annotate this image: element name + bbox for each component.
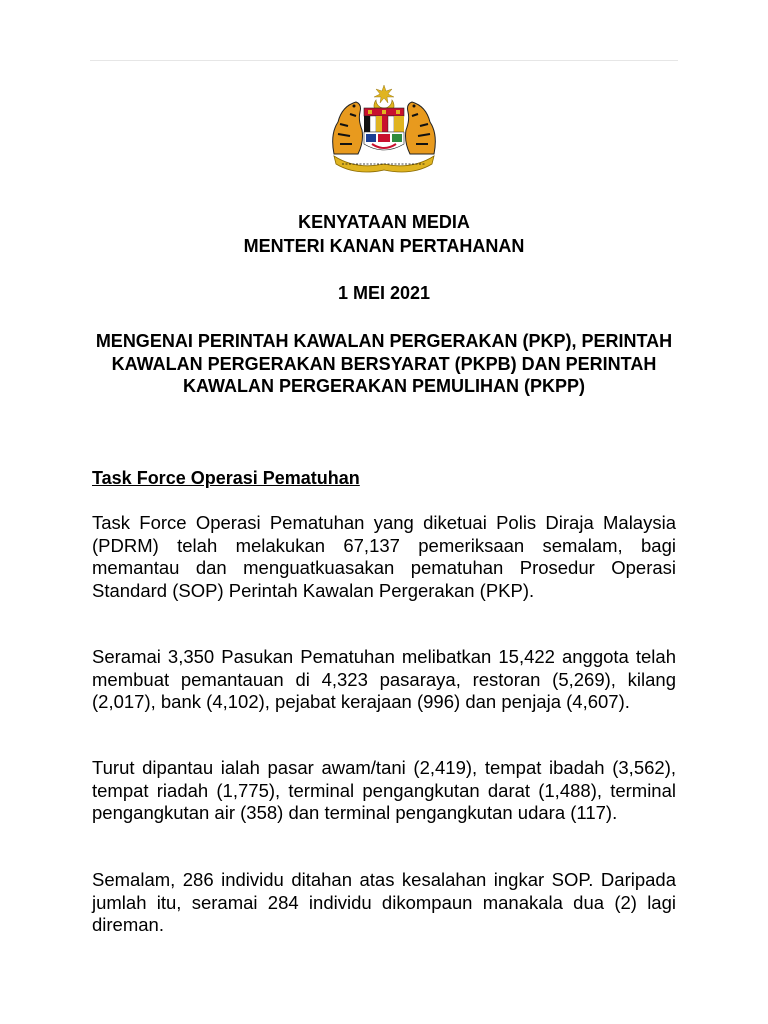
header-line-2: MENTERI KANAN PERTAHANAN bbox=[243, 236, 525, 256]
statement-date: 1 MEI 2021 bbox=[337, 283, 431, 303]
right-tiger bbox=[406, 102, 436, 154]
crest-shield bbox=[364, 108, 404, 150]
crest-motto-scroll bbox=[334, 156, 434, 172]
paragraph-2: Seramai 3,350 Pasukan Pematuhan melibatkan 15,422 anggota telah membuat pemantauan di 4,323 pasaraya, restoran (5,269), kilang (2,017), bank (4,102), pejabat kerajaan (996) dan penjaja (4,607). bbox=[92, 646, 676, 712]
paragraph-1: Task Force Operasi Pematuhan yang diketuai Polis Diraja Malaysia (PDRM) telah melakukan 67,137 pemeriksaan semalam, bagi memantau dan menguatkuasakan pematuhan Prosedur Operasi Standard (SOP) Perintah Kawalan Pergerakan (PKP). bbox=[92, 512, 676, 601]
statement-subject: MENGENAI PERINTAH KAWALAN PERGERAKAN (PKP), PERINTAH KAWALAN PERGERAKAN BERSYARAT (PKPB) DAN PERINTAH KAWALAN PERGERAKAN PEMULIHAN (PKPP) bbox=[95, 331, 673, 396]
section-title: Task Force Operasi Pematuhan bbox=[92, 468, 360, 488]
paragraph-4: Semalam, 286 individu ditahan atas kesalahan ingkar SOP. Daripada jumlah itu, seramai 284 individu dikompaun manakala dua (2) lagi direman. bbox=[92, 869, 676, 935]
malaysia-coat-of-arms-icon bbox=[328, 84, 440, 174]
left-tiger bbox=[333, 102, 363, 154]
header-line-1: KENYATAAN MEDIA bbox=[298, 212, 470, 232]
media-statement-header bbox=[92, 210, 676, 258]
paragraph-3: Turut dipantau ialah pasar awam/tani (2,419), tempat ibadah (3,562), tempat riadah (1,775), terminal pengangkutan darat (1,488), terminal pengangkutan air (358) dan terminal pengangkutan udara (117). bbox=[92, 757, 676, 823]
top-divider bbox=[90, 60, 678, 61]
